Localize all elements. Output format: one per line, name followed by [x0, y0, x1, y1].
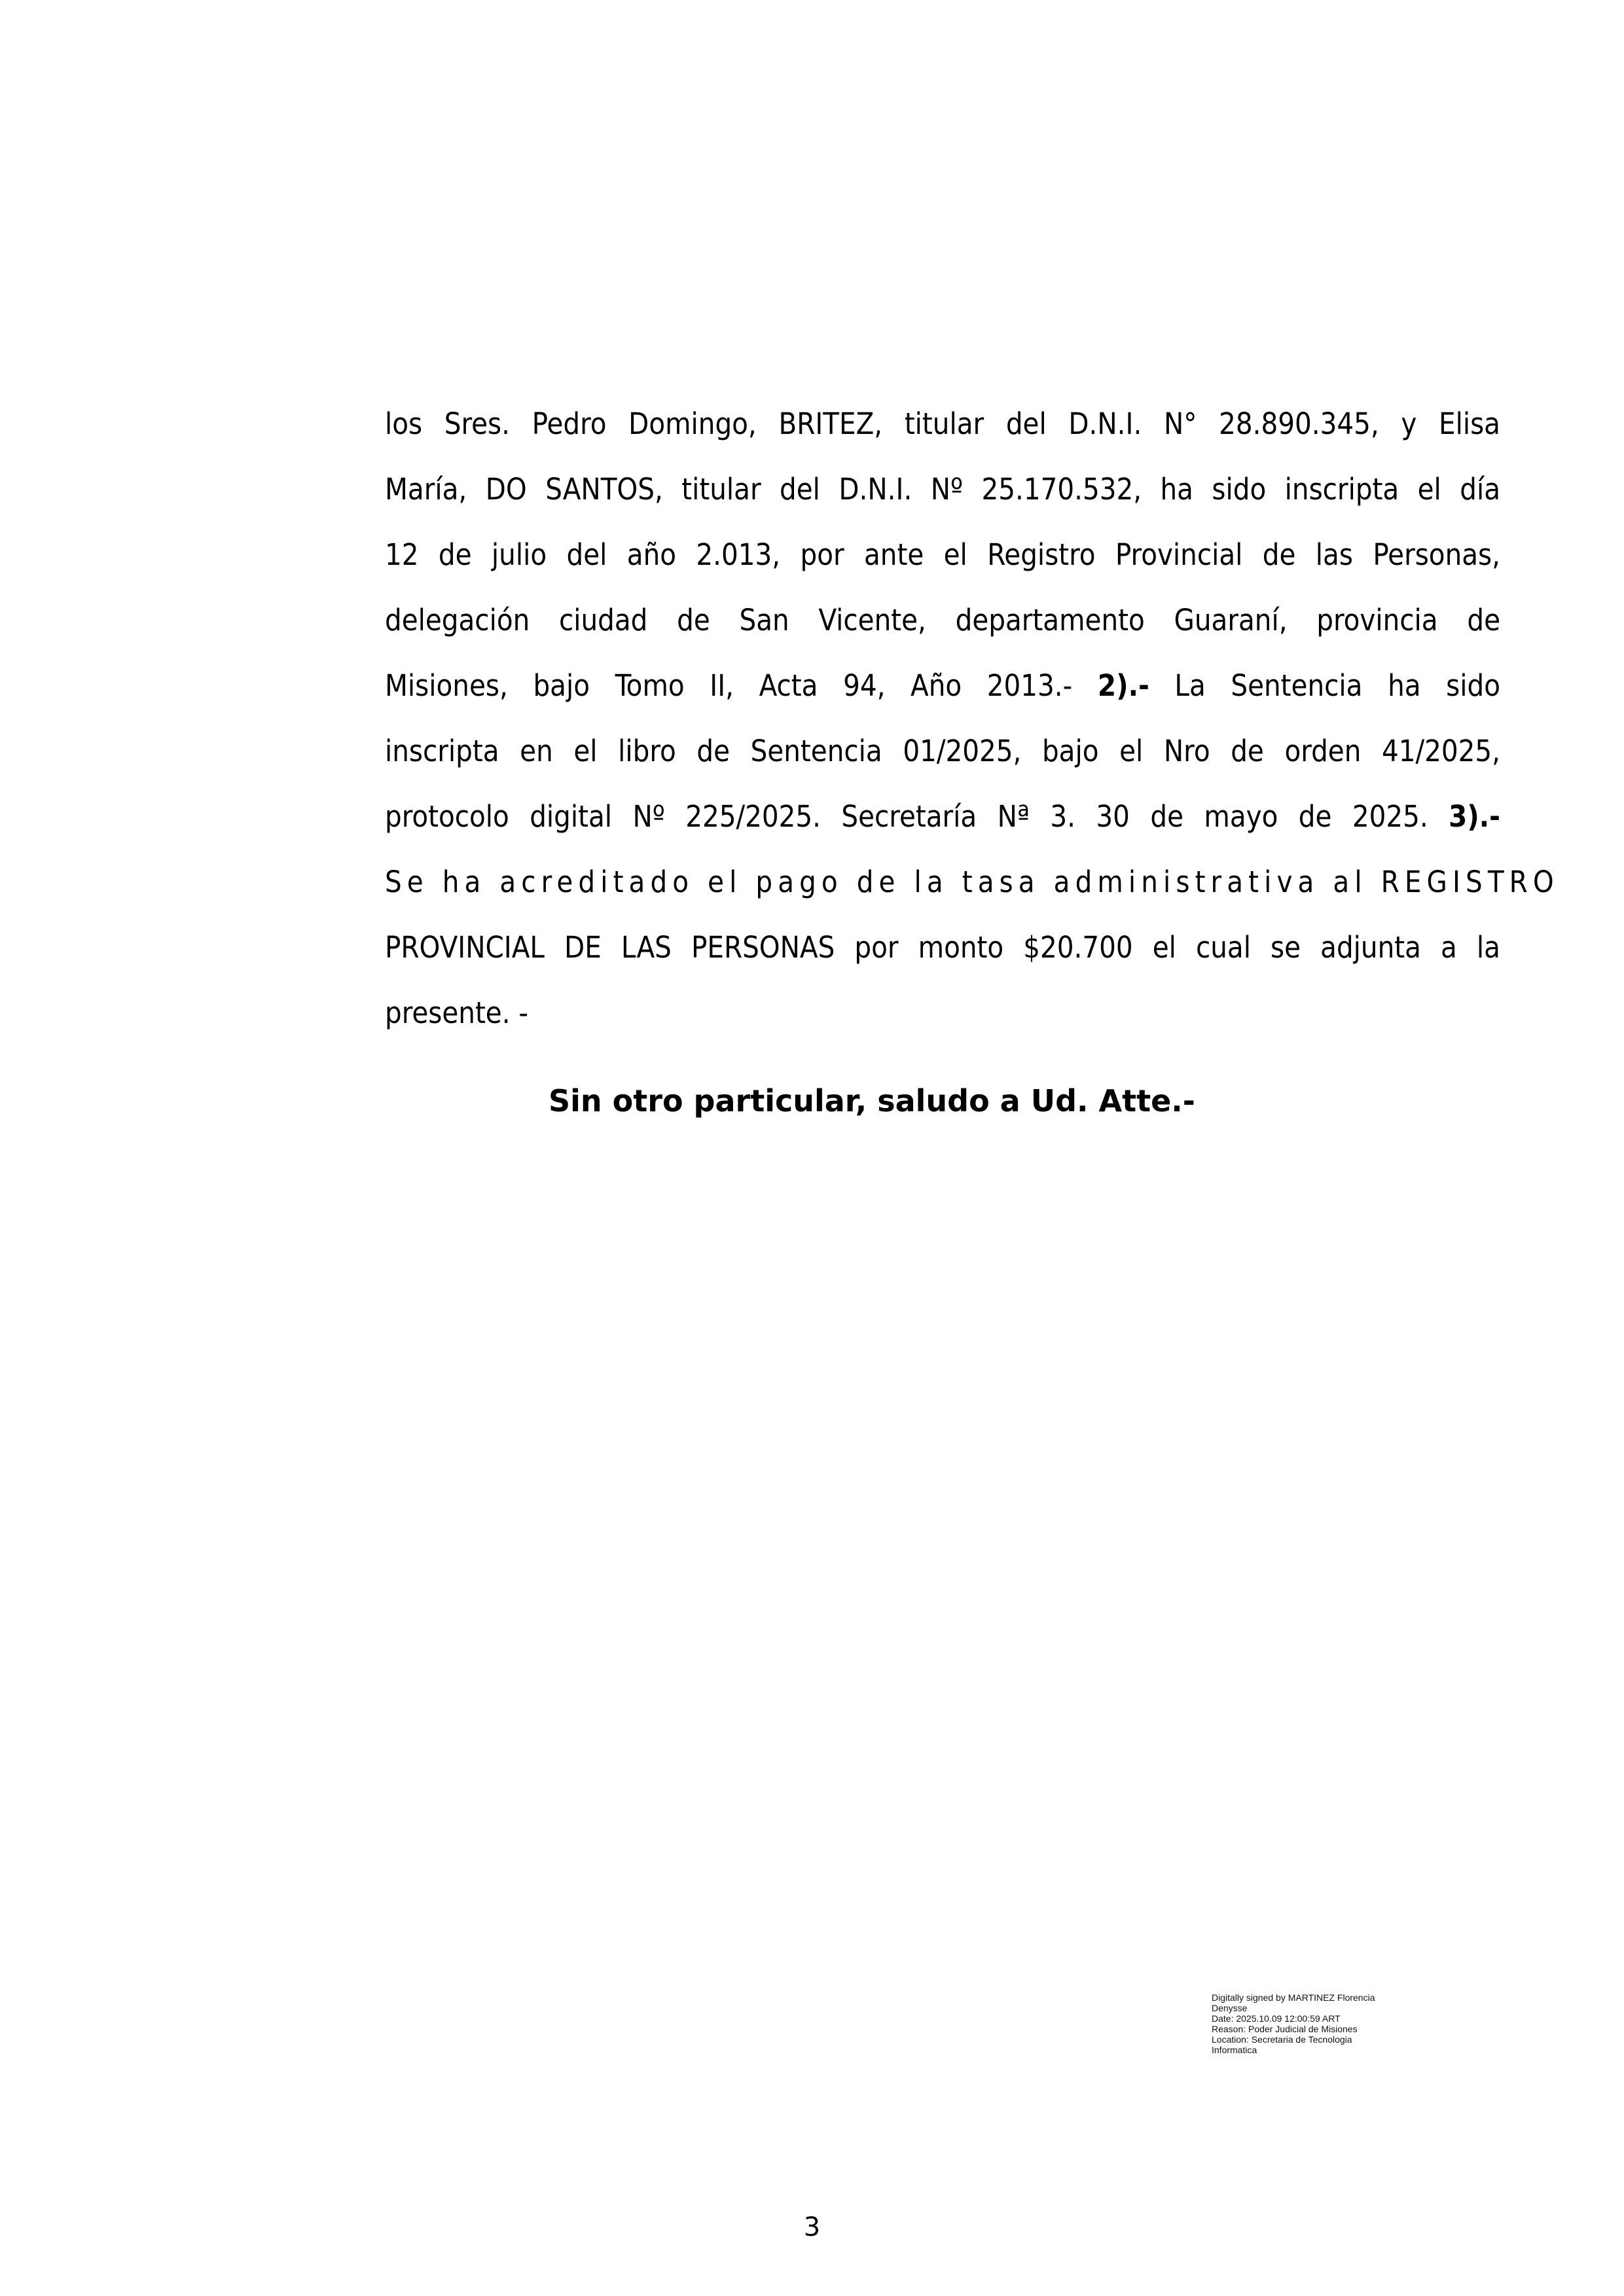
signature-line: Informatica: [1212, 2045, 1257, 2055]
signature-line: Reason: Poder Judicial de Misiones: [1212, 2024, 1358, 2034]
body-line: los Sres. Pedro Domingo, BRITEZ, titular del D.N.I. N° 28.890.345, y Elisa: [385, 406, 1500, 441]
digital-signature-stamp: [1212, 1992, 1447, 2055]
body-text-segment: La Sentencia ha sido: [1149, 668, 1500, 703]
page-number: 3: [803, 2212, 821, 2242]
signature-line: Digitally signed by MARTINEZ Florencia: [1212, 1992, 1375, 2003]
body-line: presente. -: [385, 996, 529, 1030]
body-line: [385, 784, 1500, 850]
body-line: delegación ciudad de San Vicente, departamento Guaraní, provincia de: [385, 603, 1500, 637]
body-paragraph: [385, 391, 1559, 1046]
body-line: 12 de julio del año 2.013, por ante el Registro Provincial de las Personas,: [385, 537, 1500, 572]
body-line: [385, 653, 1500, 719]
body-line: inscripta en el libro de Sentencia 01/2025, bajo el Nro de orden 41/2025,: [385, 734, 1500, 768]
body-line: María, DO SANTOS, titular del D.N.I. Nº 25.170.532, ha sido inscripta el día: [385, 472, 1500, 507]
body-line: Se ha acreditado el pago de la tasa administrativa al REGISTRO: [385, 865, 1559, 899]
body-text-segment: Misiones, bajo Tomo II, Acta 94, Año 2013.-: [385, 668, 1098, 703]
body-text-segment: protocolo digital Nº 225/2025. Secretaría Nª 3. 30 de mayo de 2025.: [385, 799, 1449, 834]
signature-line: Date: 2025.10.09 12:00:59 ART: [1212, 2013, 1341, 2024]
item-number-2: 2).-: [1097, 668, 1149, 703]
item-number-3: 3).-: [1449, 799, 1500, 834]
closing-salutation: Sin otro particular, saludo a Ud. Atte.-: [549, 1083, 1195, 1119]
signature-line: Location: Secretaria de Tecnologia: [1212, 2034, 1352, 2045]
signature-line: Denysse: [1212, 2003, 1248, 2013]
body-line: PROVINCIAL DE LAS PERSONAS por monto $20.700 el cual se adjunta a la: [385, 930, 1500, 965]
